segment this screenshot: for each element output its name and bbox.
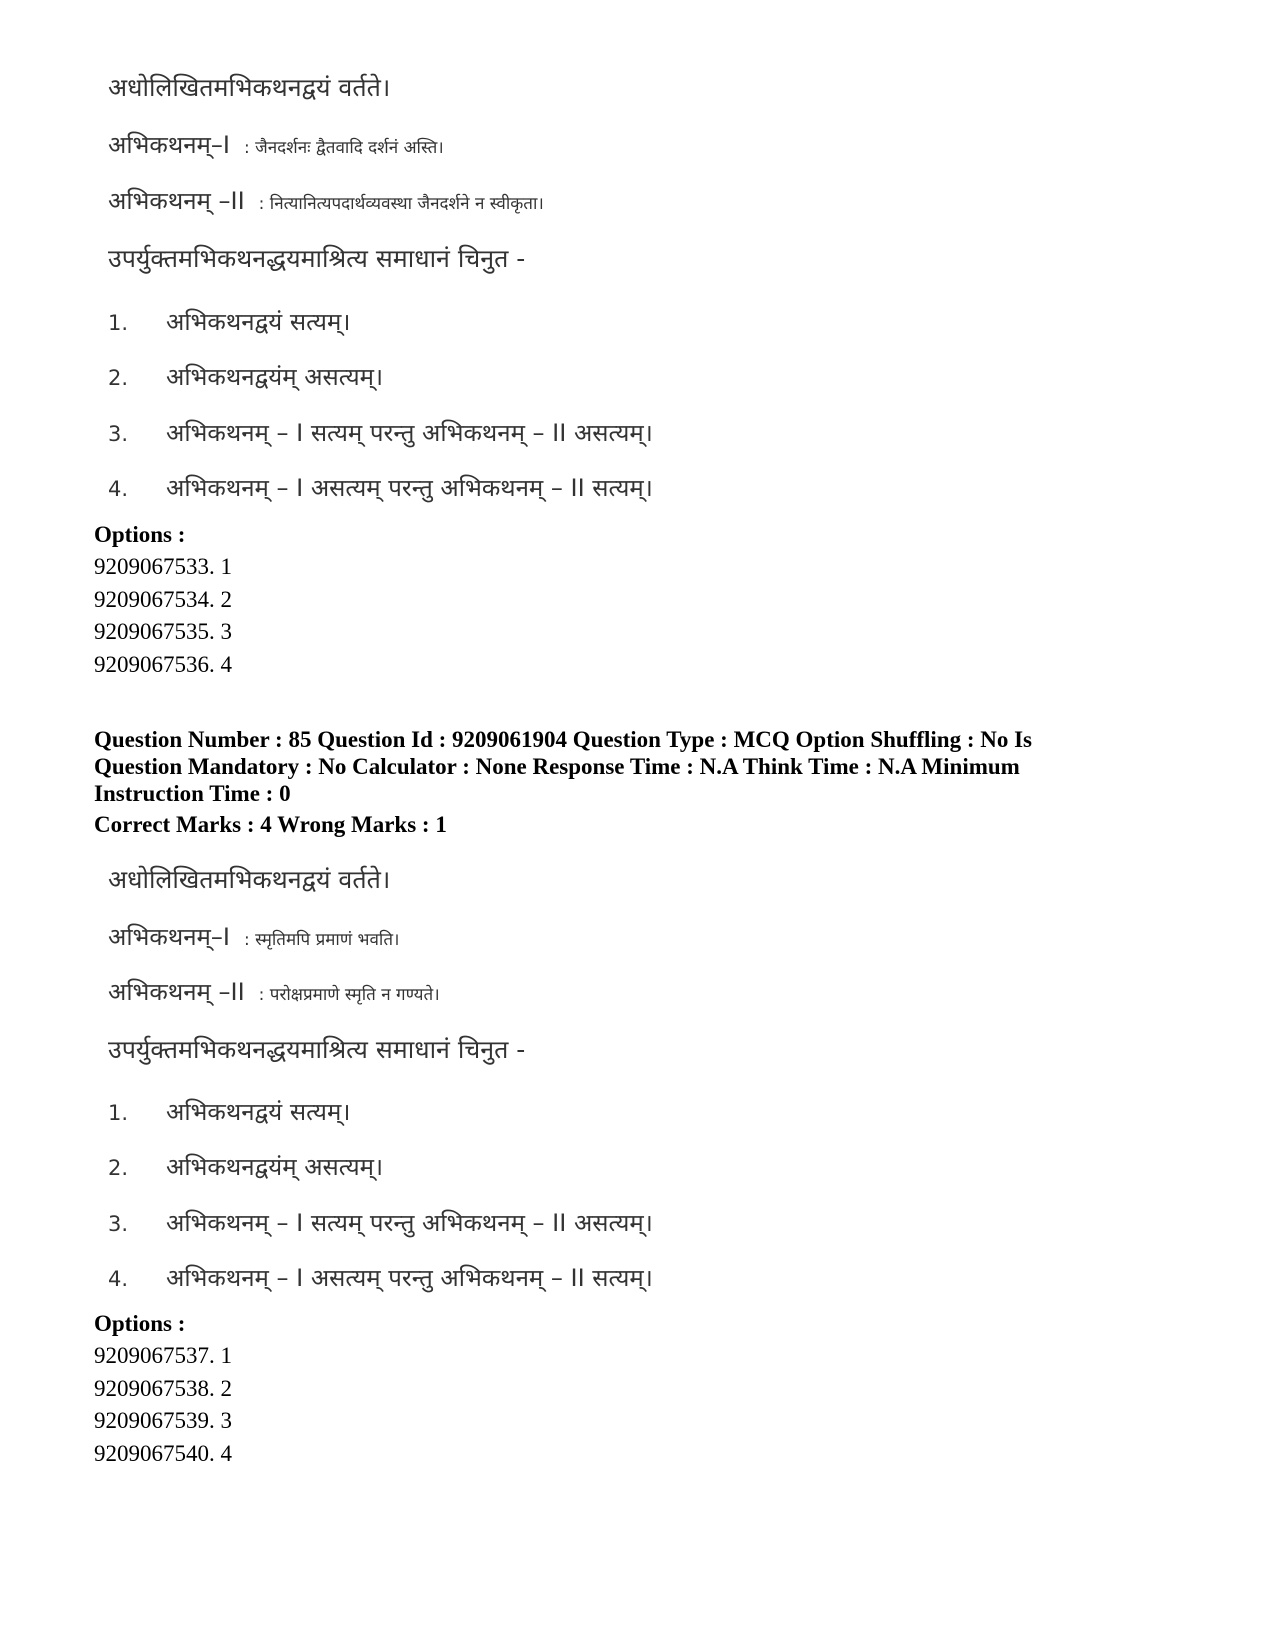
choice-item	[108, 305, 350, 338]
choice-number: 2.	[108, 1156, 129, 1180]
option-item: 9209067540. 4	[94, 1440, 232, 1466]
statement-text: : जैनदर्शनः द्वैतवादि दर्शनं अस्ति।	[243, 138, 444, 158]
statement-text: : नित्यानित्यपदार्थव्यवस्था जैनदर्शने न स्वीकृता।	[258, 194, 544, 214]
choice-number: 1.	[108, 1101, 129, 1125]
choice-text: अभिकथनम् – I सत्यम् परन्तु अभिकथनम् – II असत्यम्।	[166, 1209, 653, 1237]
choice-item	[108, 1206, 653, 1239]
statement-text: : परोक्षप्रमाणे स्मृति न गण्यते।	[258, 985, 440, 1005]
question-prompt: उपर्युक्तमभिकथनद्धयमाश्रित्य समाधानं चिनुत -	[108, 244, 526, 273]
statement-label: अभिकथनम्–I	[108, 923, 230, 951]
option-item: 9209067537. 1	[94, 1343, 232, 1368]
statement-label: अभिकथनम्–I	[108, 131, 230, 159]
choice-number: 2.	[108, 366, 129, 390]
statement-1	[108, 920, 399, 953]
question-intro: अधोलिखितमभिकथनद्वयं वर्तते।	[108, 865, 391, 894]
metadata-line: Question Number : 85 Question Id : 9209061904 Question Type : MCQ Option Shuffling : No Is	[94, 727, 1033, 752]
choice-number: 4.	[108, 1267, 129, 1291]
choice-text: अभिकथनद्वयंम् असत्यम्।	[166, 363, 384, 391]
question-marks: Correct Marks : 4 Wrong Marks : 1	[94, 812, 447, 837]
option-item: 9209067536. 4	[94, 651, 232, 677]
option-item: 9209067535. 3	[94, 619, 232, 644]
choice-text: अभिकथनम् – I असत्यम् परन्तु अभिकथनम् – II सत्यम्।	[166, 474, 653, 502]
choice-item	[108, 1095, 350, 1128]
option-item: 9209067539. 3	[94, 1408, 232, 1433]
option-item: 9209067533. 1	[94, 554, 232, 579]
choice-number: 3.	[108, 1212, 129, 1236]
choice-number: 3.	[108, 422, 129, 446]
statement-label: अभिकथनम् –II	[108, 187, 245, 215]
metadata-line: Instruction Time : 0	[94, 781, 291, 806]
choice-item	[108, 416, 653, 449]
option-item: 9209067534. 2	[94, 586, 232, 612]
question-intro: अधोलिखितमभिकथनद्वयं वर्तते।	[108, 73, 391, 102]
question-metadata	[94, 726, 1094, 807]
statement-1	[108, 128, 444, 161]
choice-number: 4.	[108, 477, 129, 501]
choice-text: अभिकथनम् – I सत्यम् परन्तु अभिकथनम् – II असत्यम्।	[166, 419, 653, 447]
options-heading: Options :	[94, 1311, 186, 1336]
choice-item	[108, 1150, 383, 1183]
question-prompt: उपर्युक्तमभिकथनद्धयमाश्रित्य समाधानं चिनुत -	[108, 1035, 526, 1064]
choice-item	[108, 1261, 653, 1294]
choice-item	[108, 360, 383, 393]
choice-text: अभिकथनद्वयं सत्यम्।	[166, 308, 351, 336]
choice-number: 1.	[108, 311, 129, 335]
metadata-line: Question Mandatory : No Calculator : None Response Time : N.A Think Time : N.A Minimum	[94, 754, 1020, 779]
options-list	[94, 1309, 232, 1470]
choice-item	[108, 471, 653, 504]
statement-text: : स्मृतिमपि प्रमाणं भवति।	[243, 930, 400, 950]
options-list	[94, 520, 232, 681]
choice-text: अभिकथनम् – I असत्यम् परन्तु अभिकथनम् – II सत्यम्।	[166, 1264, 653, 1292]
choice-text: अभिकथनद्वयं सत्यम्।	[166, 1098, 351, 1126]
statement-2	[108, 975, 440, 1008]
options-heading: Options :	[94, 522, 186, 547]
statement-label: अभिकथनम् –II	[108, 978, 245, 1006]
option-item: 9209067538. 2	[94, 1375, 232, 1401]
statement-2	[108, 184, 544, 217]
choice-text: अभिकथनद्वयंम् असत्यम्।	[166, 1153, 384, 1181]
